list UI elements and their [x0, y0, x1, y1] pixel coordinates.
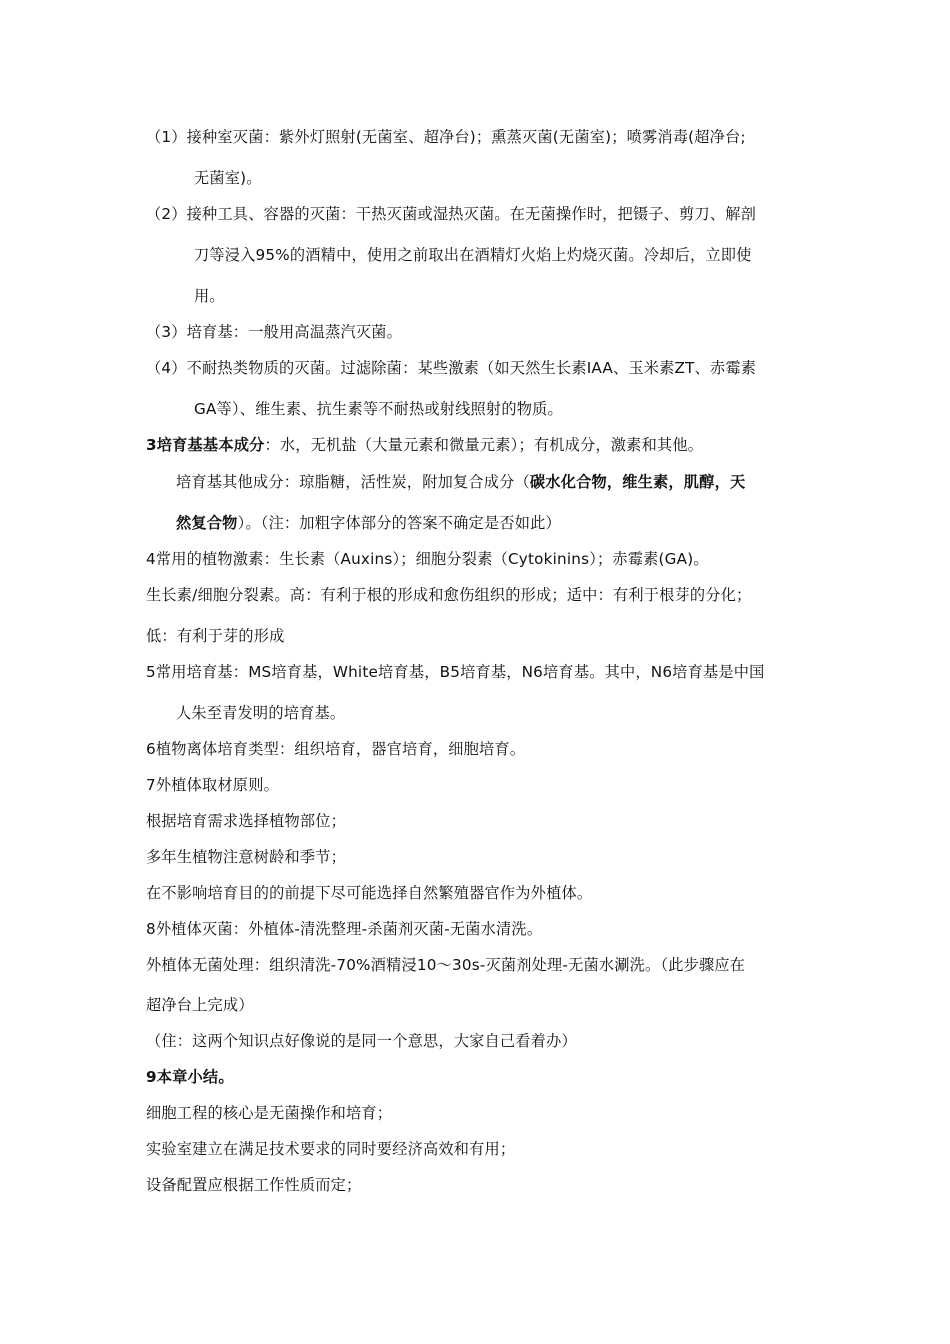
- text-line: 低：有利于芽的形成: [146, 627, 285, 645]
- bold-heading: 3培育基基本成分: [146, 436, 265, 454]
- bold-text: 碳水化合物，维生素，肌醇，天: [529, 473, 746, 491]
- text-line: 5常用培育基：MS培育基，White培育基，B5培育基，N6培育基。其中，N6培育基是中国: [146, 663, 765, 681]
- text-line: 设备配置应根据工作性质而定；: [146, 1176, 362, 1194]
- text-line: GA等）、维生素、抗生素等不耐热或射线照射的物质。: [194, 400, 563, 418]
- text-line: 6植物离体培育类型：组织培育，器官培育，细胞培育。: [146, 740, 526, 758]
- text-line: 人朱至青发明的培育基。: [176, 704, 346, 722]
- text-line: （2）接种工具、容器的灭菌：干热灭菌或湿热灭菌。在无菌操作时，把镊子、剪刀、解剖: [146, 205, 756, 223]
- text-line: 生长素/细胞分裂素。高：有利于根的形成和愈伤组织的形成；适中：有利于根芽的分化；: [146, 586, 752, 604]
- text-line: （4）不耐热类物质的灭菌。过滤除菌：某些激素（如天然生长素IAA、玉米素ZT、赤霉素: [146, 359, 757, 377]
- text-line: 超净台上完成）: [146, 996, 254, 1014]
- text-span: 培育基其他成分：琼脂糖，活性炭，附加复合成分（: [176, 473, 530, 491]
- text-line: 4常用的植物激素：生长素（Auxins）；细胞分裂素（Cytokinins）；赤霉素(GA)。: [146, 550, 709, 568]
- text-line: 8外植体灭菌：外植体-清洗整理-杀菌剂灭菌-无菌水清洗。: [146, 920, 543, 938]
- text-line: 无菌室)。: [194, 169, 262, 187]
- text-line: 细胞工程的核心是无菌操作和培育；: [146, 1104, 393, 1122]
- text-line: （3）培育基：一般用高温蒸汽灭菌。: [146, 323, 403, 341]
- text-line: 多年生植物注意树龄和季节；: [146, 848, 347, 866]
- heading-chapter-summary: [146, 1067, 234, 1087]
- text-line: （1）接种室灭菌：紫外灯照射(无菌室、超净台)；熏蒸灭菌(无菌室)；喷雾消毒(超净台;: [146, 128, 746, 146]
- text-line: 在不影响培育目的的前提下尽可能选择自然繁殖器官作为外植体。: [146, 884, 593, 902]
- text-line: 外植体无菌处理：组织清洗-70%酒精浸10～30s-灭菌剂处理-无菌水涮洗。（此步骤应在: [146, 956, 746, 974]
- text-line: [176, 513, 561, 533]
- text-line: [176, 472, 745, 492]
- text-line: 用。: [194, 287, 225, 305]
- bold-text: 然复合物: [176, 514, 238, 532]
- text-line: 刀等浸入95%的酒精中，使用之前取出在酒精灯火焰上灼烧灭菌。冷却后，立即使: [194, 246, 752, 264]
- bold-heading: 9本章小结。: [146, 1068, 234, 1086]
- heading-culture-medium-components: [146, 435, 703, 455]
- text-line: 7外植体取材原则。: [146, 776, 279, 794]
- text-span: ：水，无机盐（大量元素和微量元素）；有机成分，激素和其他。: [264, 436, 704, 454]
- text-line: 实验室建立在满足技术要求的同时要经济高效和有用；: [146, 1140, 516, 1158]
- text-line: （住：这两个知识点好像说的是同一个意思，大家自己看着办）: [146, 1032, 577, 1050]
- text-span: ）。（注：加粗字体部分的答案不确定是否如此）: [237, 514, 561, 532]
- text-line: 根据培育需求选择植物部位；: [146, 812, 347, 830]
